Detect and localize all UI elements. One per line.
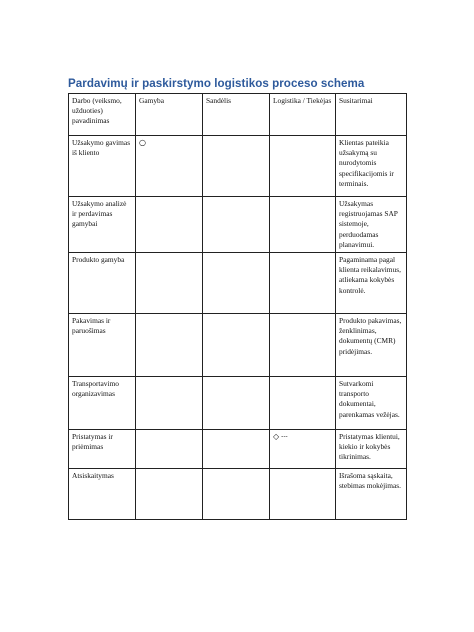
process-table xyxy=(68,93,407,520)
logistika-cell xyxy=(270,197,336,253)
table-row xyxy=(69,197,407,253)
header-cell: Sandėlis xyxy=(203,94,270,136)
table-row xyxy=(69,136,407,197)
gamyba-cell xyxy=(136,253,203,314)
task-name-cell: Užsakymo analizė ir perdavimas gamybai xyxy=(69,197,136,253)
agreement-cell: Produkto pakavimas, ženklinimas, dokumentų (CMR) pridėjimas. xyxy=(336,314,407,377)
sandelis-cell xyxy=(203,136,270,197)
sandelis-cell xyxy=(203,314,270,377)
table-header-row xyxy=(69,94,407,136)
logistika-cell xyxy=(270,136,336,197)
gamyba-cell xyxy=(136,314,203,377)
agreement-cell: Sutvarkomi transporto dokumentai, parenkamas vežėjas. xyxy=(336,377,407,430)
header-cell: Susitarimai xyxy=(336,94,407,136)
table-row xyxy=(69,253,407,314)
sandelis-cell xyxy=(203,253,270,314)
agreement-cell: Pagaminama pagal klienta reikalavimus, atliekama kokybės kontrolė. xyxy=(336,253,407,314)
dash-mark: --- xyxy=(281,433,288,441)
logistika-cell xyxy=(270,314,336,377)
gamyba-cell xyxy=(136,136,203,197)
task-name-cell: Atsiskaitymas xyxy=(69,469,136,520)
table-row xyxy=(69,469,407,520)
task-name-cell: Pakavimas ir paruošimas xyxy=(69,314,136,377)
circle-icon: ○ xyxy=(139,138,146,147)
sandelis-cell xyxy=(203,430,270,469)
sandelis-cell xyxy=(203,377,270,430)
task-name-cell: Pristatymas ir priėmimas xyxy=(69,430,136,469)
gamyba-cell xyxy=(136,469,203,520)
gamyba-cell xyxy=(136,197,203,253)
agreement-cell: Išrašoma sąskaita, stebimas mokėjimas. xyxy=(336,469,407,520)
agreement-cell: Pristatymas klientui, kiekio ir kokybės tikrinimas. xyxy=(336,430,407,469)
header-cell: Logistika / Tiekėjas xyxy=(270,94,336,136)
header-cell: Darbo (veiksmo, užduoties) pavadinimas xyxy=(69,94,136,136)
header-cell: Gamyba xyxy=(136,94,203,136)
task-name-cell: Transportavimo organizavimas xyxy=(69,377,136,430)
task-name-cell: Produkto gamyba xyxy=(69,253,136,314)
agreement-cell: Klientas pateikia užsakymą su nurodytomis specifikacijomis ir terminais. xyxy=(336,136,407,197)
document-title: Pardavimų ir paskirstymo logistikos proceso schema xyxy=(68,77,365,90)
logistika-cell xyxy=(270,469,336,520)
table-row xyxy=(69,377,407,430)
table-row xyxy=(69,430,407,469)
gamyba-cell xyxy=(136,377,203,430)
gamyba-cell xyxy=(136,430,203,469)
sandelis-cell xyxy=(203,197,270,253)
task-name-cell: Užsakymo gavimas iš kliento xyxy=(69,136,136,197)
agreement-cell: Užsakymas registruojamas SAP sistemoje, perduodamas planavimui. xyxy=(336,197,407,253)
logistika-cell xyxy=(270,253,336,314)
table-row xyxy=(69,314,407,377)
sandelis-cell xyxy=(203,469,270,520)
logistika-cell xyxy=(270,377,336,430)
logistika-cell xyxy=(270,430,336,469)
diamond-icon: ◇ xyxy=(273,432,280,442)
